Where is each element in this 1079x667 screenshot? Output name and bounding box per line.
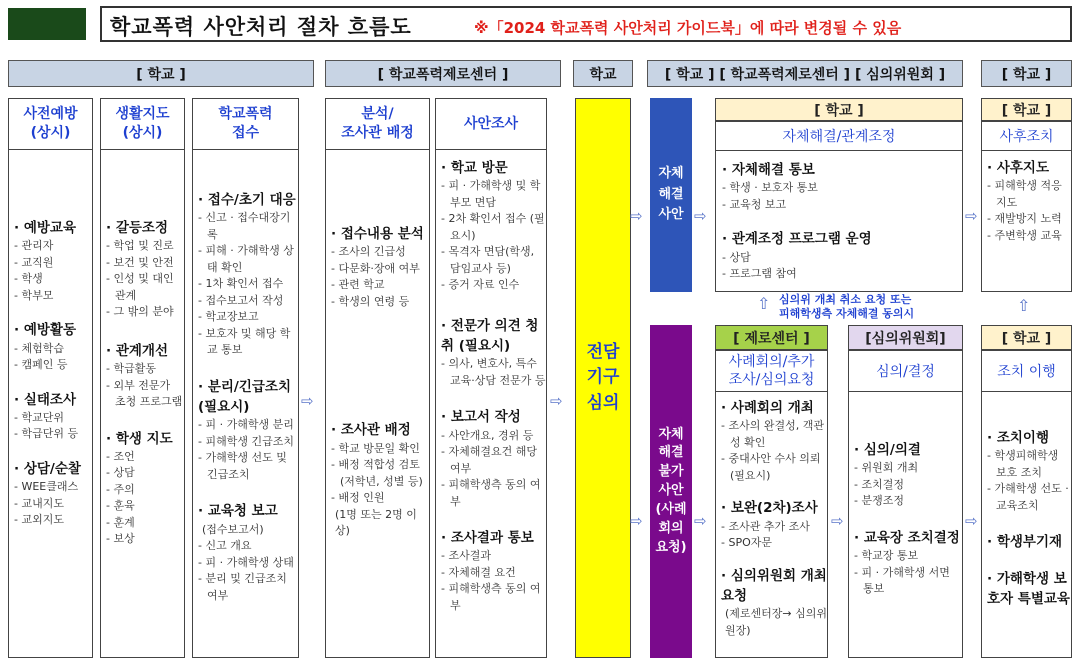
not-self-resolution-bar: 자체 해결 불가 사안 (사례 회의 요청) — [650, 325, 692, 658]
group-heading: · 조사관 배정 — [331, 422, 411, 439]
list-item: - 학생 — [14, 271, 92, 288]
guidance-content — [106, 218, 184, 548]
list-item: - 2차 확인서 접수 (필요시) — [441, 211, 546, 244]
title-color-block — [8, 8, 86, 40]
list-item: - WEE클래스 — [14, 479, 92, 496]
list-item: - 위원회 개최 — [854, 460, 962, 477]
zero-center-content — [721, 398, 827, 639]
list-item: - 학급단위 등 — [14, 426, 92, 443]
flow-arrow-icon: ⇨ — [694, 512, 707, 530]
list-item: - 자체해결요건 해당 여부 — [441, 444, 546, 477]
cancel-note: 심의위 개최 취소 요청 또는 피해학생측 자체해결 동의시 — [779, 293, 915, 321]
list-item: - 그 밖의 분야 — [106, 304, 184, 321]
list-item: - 교육청 보고 — [722, 197, 960, 214]
committee-content — [854, 440, 962, 598]
header-school: [ 학교 ] — [8, 60, 314, 87]
list-item: - 피해학생 긴급조치 — [198, 434, 298, 451]
list-item: - 보호자 및 해당 학교 통보 — [198, 326, 298, 359]
list-item: - 1차 확인서 접수 — [198, 276, 298, 293]
group-heading: · 학생부기재 — [987, 534, 1063, 551]
group-heading: · 관계개선 — [106, 342, 168, 359]
header-school-team: 학교 — [573, 60, 633, 87]
list-item: - 증거 자료 인수 — [441, 277, 546, 294]
group-heading: · 관계조정 프로그램 운영 — [722, 231, 872, 248]
zero-center-title: 사례회의/추가 조사/심의요청 — [715, 350, 828, 392]
self-resolution-bar: 자체 해결 사안 — [650, 98, 692, 292]
self-resolution-header: [ 학교 ] — [715, 98, 963, 121]
group-heading: · 조치이행 — [987, 430, 1049, 446]
list-item: - 상담 — [106, 465, 184, 482]
aftercare-content — [987, 158, 1071, 244]
action-title: 조치 이행 — [981, 350, 1072, 392]
list-item: - 피 · 가해학생 서면 통보 — [854, 565, 962, 598]
intake-content — [198, 190, 298, 604]
group-heading: · 학생 지도 — [106, 430, 173, 447]
flow-arrow-icon: ⇨ — [965, 512, 978, 530]
list-item: - 캠페인 등 — [14, 357, 92, 374]
committee-title: 심의/결정 — [848, 350, 963, 392]
guidance-title: 생활지도 (상시) — [100, 98, 185, 150]
header-school-after: [ 학교 ] — [981, 60, 1072, 87]
review-team-bar: 전담 기구 심의 — [575, 98, 631, 658]
group-subnote: (접수보고서) — [202, 522, 264, 536]
title-bar — [100, 6, 1072, 42]
list-item: - 인성 및 대인관계 — [106, 271, 184, 304]
list-item: - 학교장 통보 — [854, 548, 962, 565]
list-item: - 배정 인원 — [331, 490, 429, 507]
aftercare-header: [ 학교 ] — [981, 98, 1072, 121]
list-item: - 분리 및 긴급조치 여부 — [198, 571, 298, 604]
list-item: - 다문화·장애 여부 — [331, 261, 429, 278]
list-item: - 피 · 가해학생 분리 — [198, 417, 298, 434]
group-subnote: (1명 또는 2명 이상) — [335, 507, 417, 537]
group-heading: · 심의/의결 — [854, 442, 921, 458]
zero-center-header: [ 제로센터 ] — [715, 325, 828, 350]
group-heading: · 조사결과 통보 — [441, 530, 534, 546]
prevention-content — [14, 218, 92, 529]
list-item: - 학부모 — [14, 288, 92, 305]
list-item: - 주의 — [106, 482, 184, 499]
list-item: - 학생피해학생 보호 조치 — [987, 448, 1071, 481]
group-heading: · 전문가 의견 청취 (필요시) — [441, 317, 539, 354]
list-item: - 피 · 가해학생 상태 — [198, 555, 298, 572]
flow-arrow-icon: ⇨ — [965, 207, 978, 225]
list-item: - 피해학생측 동의 여부 — [441, 581, 546, 614]
list-item: - 가해학생 선도 및 긴급조치 — [198, 450, 298, 483]
list-item: - 조사의 긴급성 — [331, 244, 429, 261]
analysis-title: 분석/ 조사관 배정 — [325, 98, 430, 150]
group-heading: · 분리/긴급조치 (필요시) — [198, 378, 292, 415]
analysis-content — [331, 224, 429, 540]
list-item: - 신고 · 접수대장기록 — [198, 210, 298, 243]
list-item: - 학교 방문일 확인 — [331, 441, 429, 458]
flow-arrow-icon: ⇨ — [630, 512, 643, 530]
group-heading: · 접수/초기 대응 — [198, 192, 296, 208]
list-item: - 교내지도 — [14, 496, 92, 513]
list-item: - 교외지도 — [14, 512, 92, 529]
list-item: - 피해학생 적응지도 — [987, 178, 1071, 211]
group-heading: · 자체해결 통보 — [722, 162, 815, 178]
group-heading: · 접수내용 분석 — [331, 226, 424, 242]
list-item: - 훈계 — [106, 515, 184, 532]
group-heading: · 사례회의 개최 — [721, 400, 814, 416]
list-item: - 사안개요, 경위 등 — [441, 428, 546, 445]
list-item: - 분쟁조정 — [854, 493, 962, 510]
list-item: - 관리자 — [14, 238, 92, 255]
flow-arrow-icon: ⇨ — [694, 207, 707, 225]
group-heading: · 상담/순찰 — [14, 460, 81, 477]
list-item: - 접수보고서 작성 — [198, 293, 298, 310]
prevention-title: 사전예방 (상시) — [8, 98, 93, 150]
list-item: - 학생의 연령 등 — [331, 294, 429, 311]
action-content — [987, 428, 1071, 609]
list-item: - 학급활동 — [106, 361, 184, 378]
list-item: - 배정 적합성 검토 (저학년, 성별 등) — [331, 457, 429, 490]
committee-header: [심의위원회] — [848, 325, 963, 350]
list-item: - 재발방지 노력 — [987, 211, 1071, 228]
group-heading: · 갈등조정 — [106, 220, 168, 236]
list-item: - 조사의 완결성, 객관성 확인 — [721, 418, 827, 451]
list-item: - 목격자 면담(학생, 담임교사 등) — [441, 244, 546, 277]
group-heading: · 예방활동 — [14, 322, 76, 339]
flow-arrow-icon: ⇨ — [301, 392, 314, 410]
page-title: 학교폭력 사안처리 절차 흐름도 — [110, 15, 412, 39]
action-header: [ 학교 ] — [981, 325, 1072, 350]
up-arrow-icon: ⇧ — [757, 294, 771, 313]
list-item: - 학생 · 보호자 통보 — [722, 180, 960, 197]
flow-arrow-icon: ⇨ — [550, 392, 563, 410]
list-item: - 피해 · 가해학생 상태 확인 — [198, 243, 298, 276]
group-heading: · 실태조사 — [14, 391, 76, 408]
group-heading: · 보고서 작성 — [441, 409, 521, 426]
list-item: - 신고 개요 — [198, 538, 298, 555]
list-item: - 조언 — [106, 449, 184, 466]
self-resolution-content — [722, 160, 960, 283]
header-joint: [ 학교 ] [ 학교폭력제로센터 ] [ 심의위원회 ] — [647, 60, 963, 87]
list-item: - 프로그램 참여 — [722, 266, 960, 283]
list-item: - 교직원 — [14, 255, 92, 272]
group-heading: · 교육장 조치결정 — [854, 529, 960, 546]
group-heading: · 보완(2차)조사 — [721, 500, 818, 517]
flow-arrow-icon: ⇨ — [630, 207, 643, 225]
group-heading: · 교육청 보고 — [198, 503, 278, 520]
list-item: - SPO자문 — [721, 535, 827, 552]
list-item: - 주변학생 교육 — [987, 228, 1071, 245]
flow-arrow-icon: ⇨ — [831, 512, 844, 530]
list-item: - 관련 학교 — [331, 277, 429, 294]
list-item: - 중대사안 수사 의뢰(필요시) — [721, 451, 827, 484]
list-item: - 피해학생측 동의 여부 — [441, 477, 546, 510]
list-item: - 학교장보고 — [198, 309, 298, 326]
investigation-content — [441, 158, 546, 614]
group-heading: · 예방교육 — [14, 220, 76, 236]
list-item: - 학교단위 — [14, 410, 92, 427]
group-subnote: (제로센터장→ 심의위원장) — [725, 607, 828, 637]
list-item: - 학업 및 진로 — [106, 238, 184, 255]
list-item: - 조치결정 — [854, 477, 962, 494]
header-zero-center: [ 학교폭력제로센터 ] — [325, 60, 561, 87]
list-item: - 자체해결 요건 — [441, 565, 546, 582]
list-item: - 외부 전문가 초청 프로그램 — [106, 378, 184, 411]
title-note: ※「2024 학교폭력 사안처리 가이드북」에 따라 변경될 수 있음 — [474, 19, 902, 37]
list-item: - 체험학습 — [14, 341, 92, 358]
group-heading: · 심의위원회 개최 요청 — [721, 567, 827, 604]
intake-title: 학교폭력 접수 — [192, 98, 299, 150]
group-heading: · 사후지도 — [987, 160, 1049, 176]
list-item: - 가해학생 선도 · 교육조치 — [987, 481, 1071, 514]
group-heading: · 가해학생 보호자 특별교육 — [987, 570, 1070, 607]
list-item: - 보상 — [106, 531, 184, 548]
up-arrow-icon: ⇧ — [1017, 296, 1031, 315]
list-item: - 보건 및 안전 — [106, 255, 184, 272]
list-item: - 피 · 가해학생 및 학부모 면담 — [441, 178, 546, 211]
list-item: - 조사관 추가 조사 — [721, 519, 827, 536]
group-heading: · 학교 방문 — [441, 160, 508, 176]
investigation-title: 사안조사 — [435, 98, 547, 150]
aftercare-title: 사후조치 — [981, 121, 1072, 151]
list-item: - 상담 — [722, 250, 960, 267]
list-item: - 조사결과 — [441, 548, 546, 565]
self-resolution-title: 자체해결/관계조정 — [715, 121, 963, 151]
list-item: - 의사, 변호사, 특수교육·상담 전문가 등 — [441, 356, 546, 389]
list-item: - 훈육 — [106, 498, 184, 515]
